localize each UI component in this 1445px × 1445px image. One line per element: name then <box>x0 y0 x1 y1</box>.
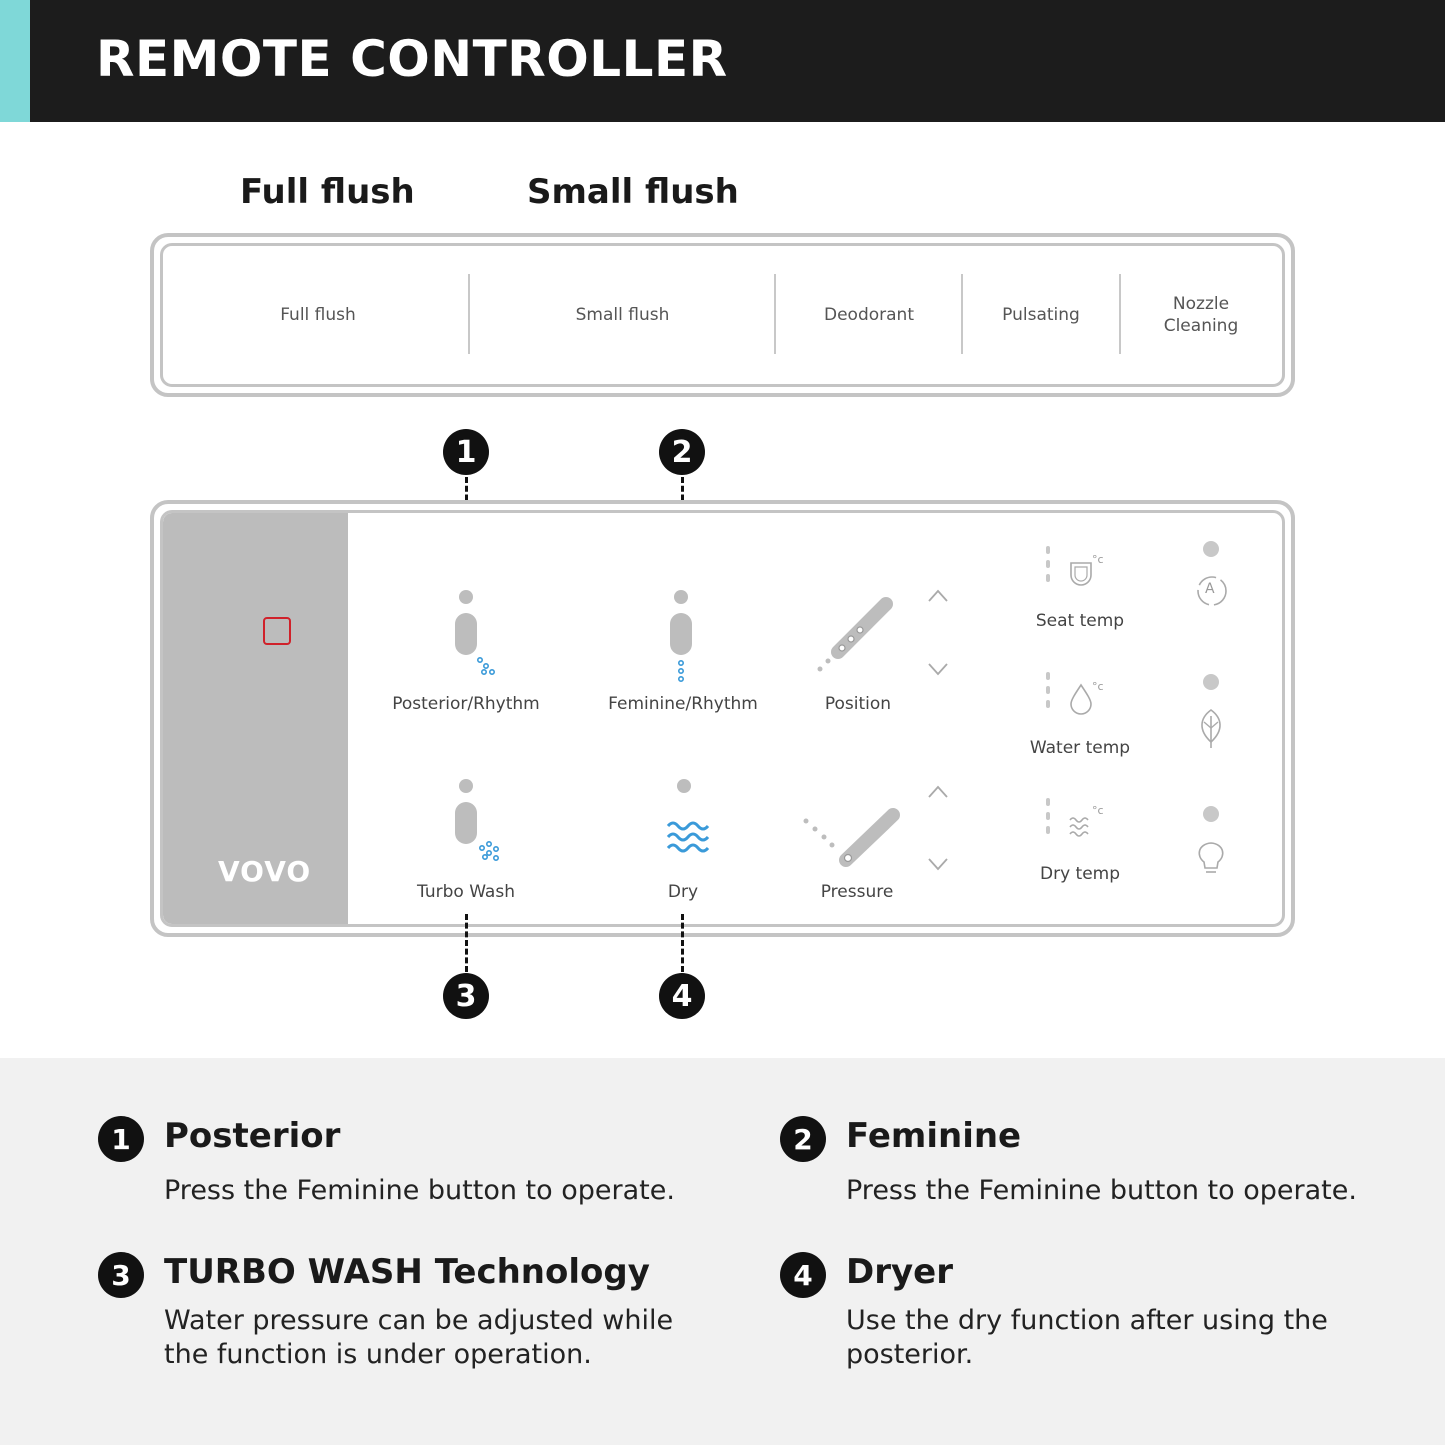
marker-1: 1 <box>443 429 489 475</box>
feature-title: Posterior <box>164 1116 341 1156</box>
marker-4: 4 <box>659 973 705 1019</box>
pressure-down-icon[interactable] <box>929 859 947 869</box>
dry-temp-icon[interactable] <box>1046 798 1088 836</box>
turbo-wash-icon[interactable] <box>455 779 498 860</box>
water-temp-unit: °c <box>1092 680 1104 693</box>
feminine-icon[interactable] <box>670 590 692 681</box>
marker-3: 3 <box>443 973 489 1019</box>
posterior-rhythm-label: Posterior/Rhythm <box>392 694 540 714</box>
feature-number: 2 <box>780 1116 826 1162</box>
feature-number: 1 <box>98 1116 144 1162</box>
nozzle-cleaning-button[interactable]: Nozzle Cleaning <box>1163 294 1239 336</box>
small-flush-button[interactable]: Small flush <box>575 305 670 325</box>
feature-title: TURBO WASH Technology <box>164 1252 650 1292</box>
full-flush-button[interactable]: Full flush <box>280 305 356 325</box>
feature-number: 4 <box>780 1252 826 1298</box>
pressure-up-icon[interactable] <box>929 787 947 797</box>
feature-title: Dryer <box>846 1252 953 1292</box>
lightbulb-icon[interactable] <box>1199 843 1222 872</box>
full-flush-heading: Full flush <box>240 172 415 212</box>
auto-indicator-dot <box>1203 541 1219 557</box>
seat-temp-unit: °c <box>1092 553 1104 566</box>
position-up-icon[interactable] <box>929 591 947 601</box>
pressure-wand-icon[interactable] <box>804 815 894 862</box>
small-flush-heading: Small flush <box>527 172 739 212</box>
water-temp-label: Water temp <box>1029 738 1131 758</box>
seat-temp-icon[interactable] <box>1046 546 1091 585</box>
seat-temp-label: Seat temp <box>1035 611 1125 631</box>
feature-description: Water pressure can be adjusted while the function is under operation. <box>164 1305 674 1370</box>
eco-indicator-dot <box>1203 674 1219 690</box>
feature-section <box>0 1058 1445 1445</box>
feature-description: Press the Feminine button to operate. <box>846 1175 1357 1206</box>
deodorant-button[interactable]: Deodorant <box>824 305 914 325</box>
dry-label: Dry <box>667 882 699 902</box>
brand-logo: VOVO <box>218 855 312 888</box>
feature-description: Use the dry function after using the posterior. <box>846 1305 1328 1370</box>
leaf-eco-icon[interactable] <box>1202 710 1220 748</box>
dry-icon[interactable] <box>668 779 708 851</box>
position-wand-icon[interactable] <box>818 604 887 672</box>
posterior-icon[interactable] <box>455 590 494 674</box>
pressure-label: Pressure <box>820 882 894 902</box>
water-temp-icon[interactable] <box>1046 672 1091 714</box>
position-down-icon[interactable] <box>929 664 947 674</box>
pulsating-button[interactable]: Pulsating <box>1002 305 1080 325</box>
light-indicator-dot <box>1203 806 1219 822</box>
marker-3-leader <box>465 914 468 972</box>
page-title: REMOTE CONTROLLER <box>96 30 728 88</box>
feature-description: Press the Feminine button to operate. <box>164 1175 675 1206</box>
dry-temp-label: Dry temp <box>1039 864 1121 884</box>
marker-4-leader <box>681 914 684 972</box>
marker-2: 2 <box>659 429 705 475</box>
feature-number: 3 <box>98 1252 144 1298</box>
feminine-rhythm-label: Feminine/Rhythm <box>608 694 758 714</box>
auto-icon-letter: A <box>1205 581 1215 597</box>
turbo-wash-label: Turbo Wash <box>417 882 515 902</box>
feature-title: Feminine <box>846 1116 1022 1156</box>
position-label: Position <box>824 694 892 714</box>
dry-temp-unit: °c <box>1092 804 1104 817</box>
